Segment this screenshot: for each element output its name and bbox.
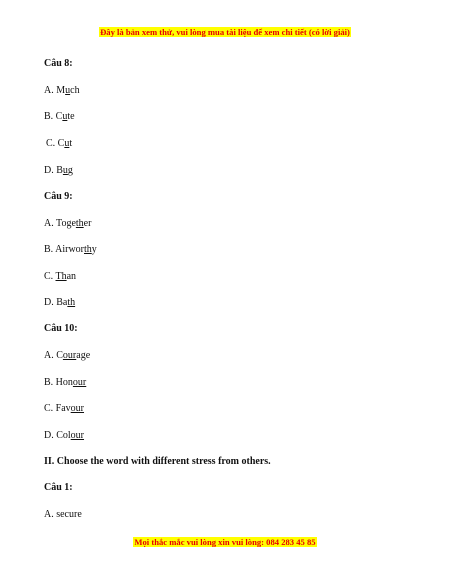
question-10-option-d: D. Colour <box>44 430 85 441</box>
question-8-heading: Câu 8: <box>44 58 73 69</box>
contact-notice-text: Mọi thắc mắc vui lòng xin vui lòng: 084 283 45 85 <box>134 537 316 547</box>
section-2-question-1-option-a: A. secure <box>44 509 82 520</box>
question-10-option-b: B. Honour <box>44 377 87 388</box>
question-8-option-c: C. Cut <box>46 138 73 149</box>
preview-notice-text: Đây là bản xem thử, vui lòng mua tài liệu để xem chi tiết (có lời giải) <box>100 27 350 37</box>
question-9-option-c: C. Than <box>44 271 77 282</box>
section-2-heading: II. Choose the word with different stress from others. <box>44 456 271 467</box>
question-10-option-c: C. Favour <box>44 403 85 414</box>
question-10-heading: Câu 10: <box>44 323 78 334</box>
question-9-option-b: B. Airworthy <box>44 244 97 255</box>
question-9-heading: Câu 9: <box>44 191 73 202</box>
section-2-question-1-heading: Câu 1: <box>44 482 73 493</box>
contact-notice-banner <box>0 537 450 547</box>
preview-notice-banner <box>0 27 450 37</box>
question-9-option-d: D. Bath <box>44 297 76 308</box>
question-8-option-d: D. Bug <box>44 165 73 176</box>
question-8-option-b: B. Cute <box>44 111 75 122</box>
question-8-option-a: A. Much <box>44 85 80 96</box>
question-10-option-a: A. Courage <box>44 350 91 361</box>
question-9-option-a: A. Together <box>44 218 92 229</box>
